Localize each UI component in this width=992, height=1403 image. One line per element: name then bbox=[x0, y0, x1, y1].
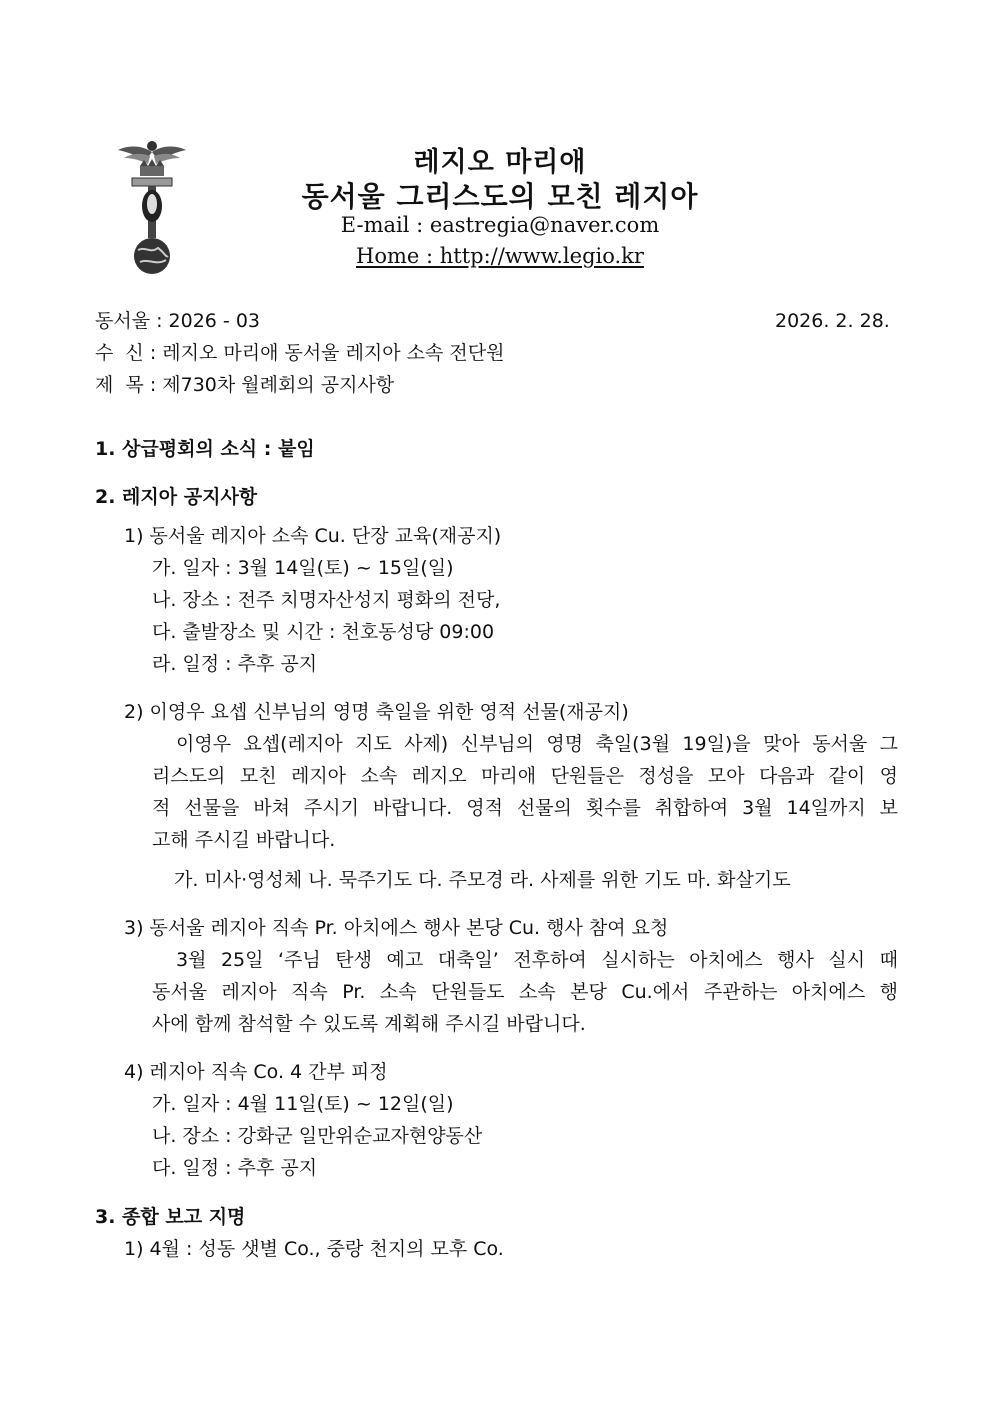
document-date: 2026. 2. 28. bbox=[775, 310, 890, 332]
item-2-paragraph-line-1: 이영우 요셉(레지아 지도 사제) 신부님의 영명 축일(3월 19일)을 맞아 동서울 그 bbox=[176, 733, 898, 755]
item-1-place: 나. 장소 : 전주 치명자산성지 평화의 전당, bbox=[152, 589, 501, 611]
homepage-link[interactable]: Home : http://www.legio.kr bbox=[356, 244, 644, 268]
section-1-heading: 1. 상급평회의 소식 : 붙임 bbox=[95, 438, 315, 460]
organization-title: 레지오 마리애 bbox=[413, 147, 587, 178]
item-3-paragraph-line-3: 사에 함께 참석할 수 있도록 계획해 주시길 바랍니다. bbox=[152, 1013, 586, 1035]
item-4-schedule: 다. 일정 : 추후 공지 bbox=[152, 1157, 318, 1179]
item-2-paragraph-line-2: 리스도의 모친 레지아 소속 레지오 마리애 단원들은 정성을 모아 다음과 같이 영 bbox=[152, 765, 898, 787]
section-3-heading: 3. 종합 보고 지명 bbox=[95, 1206, 246, 1228]
item-1-departure: 다. 출발장소 및 시간 : 천호동성당 09:00 bbox=[152, 621, 495, 643]
report-assignment-april: 1) 4월 : 성동 샛별 Co., 중랑 천지의 모후 Co. bbox=[124, 1238, 504, 1260]
section-2-heading: 2. 레지아 공지사항 bbox=[95, 486, 258, 508]
item-2-prayer-list: 가. 미사·영성체 나. 묵주기도 다. 주모경 라. 사제를 위한 기도 마. 화살기도 bbox=[174, 869, 791, 891]
item-2-paragraph-line-3: 적 선물을 바쳐 주시기 바랍니다. 영적 선물의 횟수를 취합하여 3월 14일까지 보 bbox=[152, 797, 898, 819]
item-4-place: 나. 장소 : 강화군 일만위순교자현양동산 bbox=[152, 1125, 483, 1147]
item-4-title: 4) 레지아 직속 Co. 4 간부 피정 bbox=[124, 1061, 388, 1083]
recipient-line: 수 신 : 레지오 마리애 동서울 레지아 소속 전단원 bbox=[95, 342, 505, 364]
item-4-date: 가. 일자 : 4월 11일(토) ~ 12일(일) bbox=[152, 1093, 454, 1115]
email-line: E-mail : eastregia@naver.com bbox=[340, 213, 660, 237]
regia-name: 동서울 그리스도의 모친 레지아 bbox=[301, 180, 699, 213]
document-number: 동서울 : 2026 - 03 bbox=[95, 310, 261, 332]
item-1-schedule: 라. 일정 : 추후 공지 bbox=[152, 653, 318, 675]
subject-line: 제 목 : 제730차 월례회의 공지사항 bbox=[95, 374, 395, 396]
legion-emblem-icon bbox=[116, 138, 188, 276]
item-3-paragraph-line-2: 동서울 레지아 직속 Pr. 소속 단원들도 소속 본당 Cu.에서 주관하는 아치에스 행 bbox=[152, 981, 898, 1003]
item-3-title: 3) 동서울 레지아 직속 Pr. 아치에스 행사 본당 Cu. 행사 참여 요청 bbox=[124, 917, 669, 939]
item-1-title: 1) 동서울 레지아 소속 Cu. 단장 교육(재공지) bbox=[124, 525, 502, 547]
item-1-date: 가. 일자 : 3월 14일(토) ~ 15일(일) bbox=[152, 557, 454, 579]
item-2-title: 2) 이영우 요셉 신부님의 영명 축일을 위한 영적 선물(재공지) bbox=[124, 701, 629, 723]
item-3-paragraph-line-1: 3월 25일 ‘주님 탄생 예고 대축일’ 전후하여 실시하는 아치에스 행사 실시 때 bbox=[176, 949, 898, 971]
item-2-paragraph-line-4: 고해 주시길 바랍니다. bbox=[152, 829, 336, 851]
